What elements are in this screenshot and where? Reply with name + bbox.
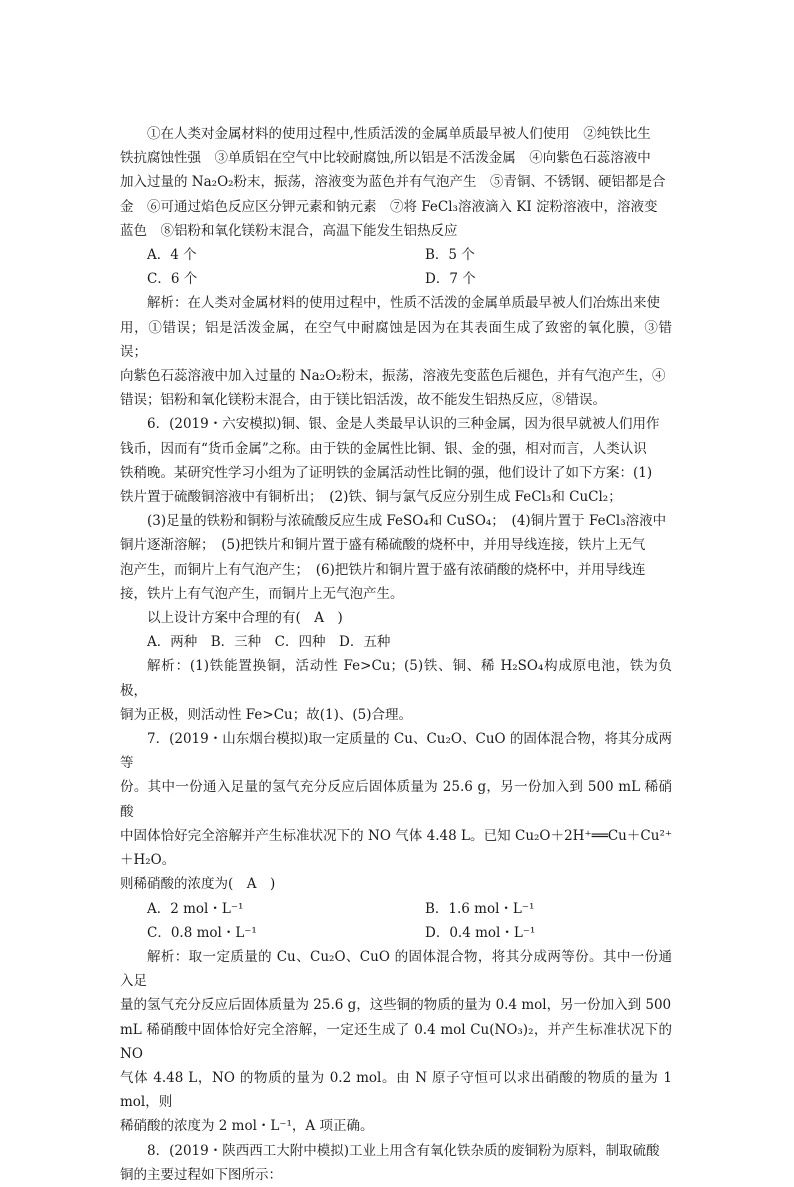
option-a: A．4 个: [147, 247, 197, 264]
question-7-explanation-line: 量的氢气充分反应后固体质量为 25.6 g，这些铜的物质的量为 0.4 mol，另一份加入到 500: [120, 997, 672, 1014]
question-6-stem-line: 6．(2019・六安模拟)铜、银、金是人类最早认识的三种金属，因为很早就被人们用作: [147, 416, 660, 433]
question-5-explanation-line: 错误；铝粉和氧化镁粉末混合，由于镁比铝活泼，故不能发生铝热反应，⑧错误。: [120, 392, 606, 409]
question-6: [120, 412, 672, 727]
question-6-stem-line: 铁稍晚。某研究性学习小组为了证明铁的金属活动性比铜的强，他们设计了如下方案：(1): [120, 464, 653, 481]
option-d: D．7 个: [425, 271, 476, 288]
option-a: A．2 mol・L⁻¹: [147, 900, 244, 917]
question-6-stem-line: 泡产生，而铜片上有气泡产生； (6)把铁片和铜片置于盛有浓硝酸的烧杯中，并用导线连: [120, 561, 646, 578]
question-6-ask: 以上设计方案中合理的有( A ): [147, 610, 343, 627]
question-5-options-row: [120, 243, 672, 267]
question-7-options-row: [120, 921, 672, 945]
question-7-explanation-line: mL 稀硝酸中固体恰好完全溶解，一定还生成了 0.4 mol Cu(NO₃)₂，并产生标准状况下的 NO: [120, 1021, 672, 1062]
question-7-options-row: [120, 897, 672, 921]
question-5-stem-line: ①在人类对金属材料的使用过程中,性质活泼的金属单质最早被人们使用 ②纯铁比生: [147, 126, 651, 142]
question-8: [120, 1139, 672, 1187]
question-5-explanation-line: 用，①错误；铝是活泼金属，在空气中耐腐蚀是因为在其表面生成了致密的氧化膜，③错误；: [120, 319, 672, 360]
question-6-stem-line: 铜片逐渐溶解； (5)把铁片和铜片置于盛有稀硫酸的烧杯中，并用导线连接，铁片上无气: [120, 537, 646, 554]
option-c: C．6 个: [147, 271, 198, 288]
question-5-stem-line: 蓝色 ⑧铝粉和氧化镁粉末混合，高温下能发生铝热反应: [120, 222, 458, 239]
question-6-stem-line: (3)足量的铁粉和铜粉与浓硫酸反应生成 FeSO₄和 CuSO₄； (4)铜片置于 FeCl₃溶液中: [147, 513, 667, 530]
option-c: C．0.8 mol・L⁻¹: [147, 924, 257, 941]
question-7-stem-line: 7．(2019・山东烟台模拟)取一定质量的 Cu、Cu₂O、CuO 的固体混合物，将其分成两等: [120, 731, 672, 772]
question-7-stem-line: 份。其中一份通入足量的氢气充分反应后固体质量为 25.6 g，另一份加入到 500 mL 稀硝酸: [120, 779, 672, 820]
question-6-stem-line: 钱币，因而有“货币金属”之称。由于铁的金属性比铜、银、金的强，相对而言，人类认识: [120, 440, 647, 457]
question-5: [120, 122, 672, 412]
question-6-options: A．两种 B．三种 C．四种 D．五种: [147, 634, 391, 651]
question-8-stem-line: 8．(2019・陕西西工大附中模拟)工业上用含有氧化铁杂质的废铜粉为原料，制取硫酸: [147, 1142, 660, 1159]
question-6-stem-line: 铁片置于硫酸铜溶液中有铜析出； (2)铁、铜与氯气反应分别生成 FeCl₃和 CuCl₂；: [120, 489, 622, 506]
question-7-explanation-line: 稀硝酸的浓度为 2 mol・L⁻¹，A 项正确。: [120, 1118, 374, 1135]
question-7-explanation-line: 解析：取一定质量的 Cu、Cu₂O、CuO 的固体混合物，将其分成两等份。其中一份通入足: [120, 948, 672, 990]
question-6-stem-line: 接，铁片上有气泡产生，而铜片上无气泡产生。: [120, 585, 404, 602]
document-content: [120, 122, 672, 1187]
question-7-stem-line: 则稀硝酸的浓度为( A ): [120, 876, 276, 893]
question-5-stem-line: 金 ⑥可通过焰色反应区分钾元素和钠元素 ⑦将 FeCl₃溶液滴入 KI 淀粉溶液中，溶液变: [120, 198, 658, 215]
option-b: B．5 个: [425, 247, 475, 264]
question-5-stem-line: 加入过量的 Na₂O₂粉末，振荡，溶液变为蓝色并有气泡产生 ⑤青铜、不锈钢、硬铝都是合: [120, 174, 666, 191]
option-b: B．1.6 mol・L⁻¹: [425, 900, 535, 917]
question-7: [120, 727, 672, 1138]
question-7-explanation-line: 气体 4.48 L，NO 的物质的量为 0.2 mol。由 N 原子守恒可以求出硝酸的物质的量为 1 mol，则: [120, 1069, 672, 1111]
question-5-explanation-line: 向紫色石蕊溶液中加入过量的 Na₂O₂粉末，振荡，溶液先变蓝色后褪色，并有气泡产生，④: [120, 368, 666, 385]
question-8-stem-line: 铜的主要过程如下图所示：: [120, 1166, 282, 1183]
question-6-explanation-line: 解析：(1)铁能置换铜，活动性 Fe>Cu；(5)铁、铜、稀 H₂SO₄构成原电池，铁为负极，: [120, 658, 672, 699]
question-6-explanation-line: 铜为正极，则活动性 Fe>Cu；故(1)、(5)合理。: [120, 706, 412, 723]
question-7-stem-line: 中固体恰好完全溶解并产生标准状况下的 NO 气体 4.48 L。已知 Cu₂O＋2H⁺══Cu＋Cu²⁺＋H₂O。: [120, 827, 672, 869]
question-5-stem-line: 铁抗腐蚀性强 ③单质铝在空气中比较耐腐蚀,所以铝是不活泼金属 ④向紫色石蕊溶液中: [120, 150, 651, 167]
question-5-explanation-line: 解析：在人类对金属材料的使用过程中，性质不活泼的金属单质最早被人们冶炼出来使: [147, 295, 660, 312]
question-5-options-row: [120, 267, 672, 291]
option-d: D．0.4 mol・L⁻¹: [425, 924, 536, 941]
